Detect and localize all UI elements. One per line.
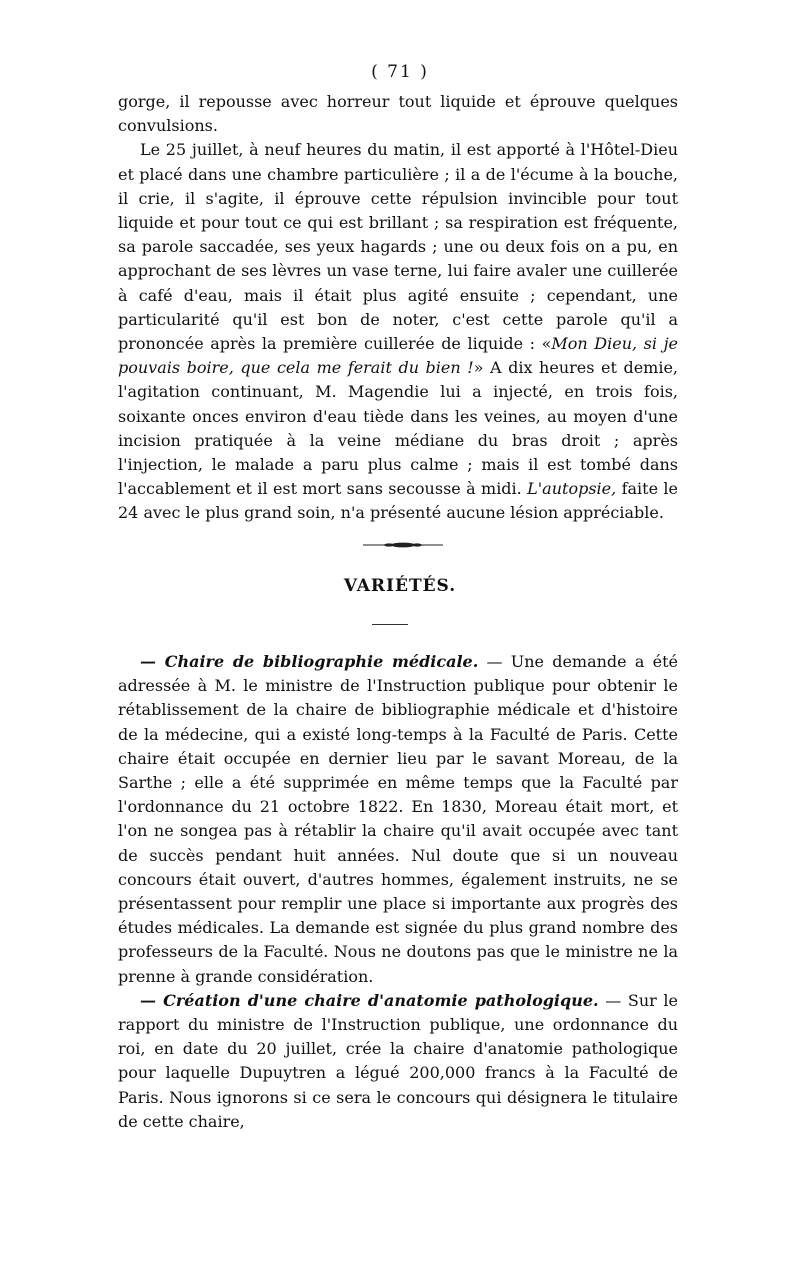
patient-quote: Mon Dieu, si je pouvais boire, que cela me ferait du bien !: [118, 334, 678, 378]
varietes-section: [118, 650, 678, 1134]
ornament-divider-icon: [363, 542, 443, 548]
autopsie-word: L'autopsie,: [527, 479, 617, 499]
paragraph-convulsions: gorge, il repousse avec horreur tout liquide et éprouve quelques convulsions.: [118, 92, 678, 136]
item-text: — Sur le rapport du ministre de l'Instruction publique, une ordonnance du roi, en date du 20 juillet, crée la chaire d'anatomie pathologique pour laquelle Dupuytren a légué 200,000 francs à la Faculté de Paris. Nous ignorons si ce sera le concours qui désignera le titulaire de cette chaire,: [118, 990, 678, 1131]
item-text: — Une demande a été adressée à M. le ministre de l'Instruction publique pour obtenir le rétablissement de la chaire de bibliographie médicale et d'histoire de la médecine, qui a existé long-temps à la Faculté de Paris. Cette chaire était occupée en dernier lieu par le savant Moreau, de la Sarthe ; elle a été supprimée en même temps que la Faculté par l'ordonnance du 21 octobre 1822. En 1830, Moreau était mort, et l'on ne songea pas à rétablir la chaire qu'il avait occupée avec tant de succès pendant huit années. Nul doute que si un nouveau concours était ouvert, d'autres hommes, également instruits, ne se présentassent pour remplir une place si importante aux progrès des études médicales. La demande est signée du plus grand nombre des professeurs de la Faculté. Nous ne doutons pas que le ministre ne la prenne à grande considération.: [118, 652, 678, 986]
item-chaire-anatomie: [118, 989, 678, 1134]
section-heading: VARIÉTÉS.: [343, 576, 457, 596]
text-segment: Le 25 juillet, à neuf heures du matin, il est apporté à l'Hôtel-Dieu et placé dans une chambre particulière ; il a de l'écume à la bouche, il crie, il s'agite, il éprouve cette répulsion invincible pour tout liquide et pour tout ce qui est brillant ; sa respiration est fréquente, sa parole saccadée, ses yeux hagards ; une ou deux fois on a pu, en approchant de ses lèvres un vase terne, lui faire avaler une cuillerée à café d'eau, mais il était plus agité ensuite ; cependant, une particularité qu'il est bon de noter, c'est cette parole qu'il a prononcée après la première cuillerée de liquide : «: [118, 140, 678, 354]
case-report-continuation: [118, 90, 678, 526]
text-segment: » A dix heures et demie, l'agitation continuant, M. Magendie lui a injecté, en trois fois, soixante onces environ d'eau tiède dans les veines, au moyen d'une incision pratiquée à la veine médiane du bras droit ; après l'injection, le malade a paru plus calme ; mais il est tombé dans l'accablement et il est mort sans secousse à midi.: [118, 358, 679, 499]
page-number: ( 71 ): [371, 62, 429, 82]
item-chaire-bibliographie: [118, 650, 678, 989]
text-segment: faite le 24 avec le plus grand soin, n'a présenté aucune lésion appréciable.: [118, 479, 679, 523]
paragraph-july-25: [118, 138, 678, 525]
item-title: — Création d'une chaire d'anatomie pathologique.: [140, 990, 599, 1010]
item-title: — Chaire de bibliographie médicale.: [140, 652, 479, 671]
heading-rule: [372, 624, 408, 625]
